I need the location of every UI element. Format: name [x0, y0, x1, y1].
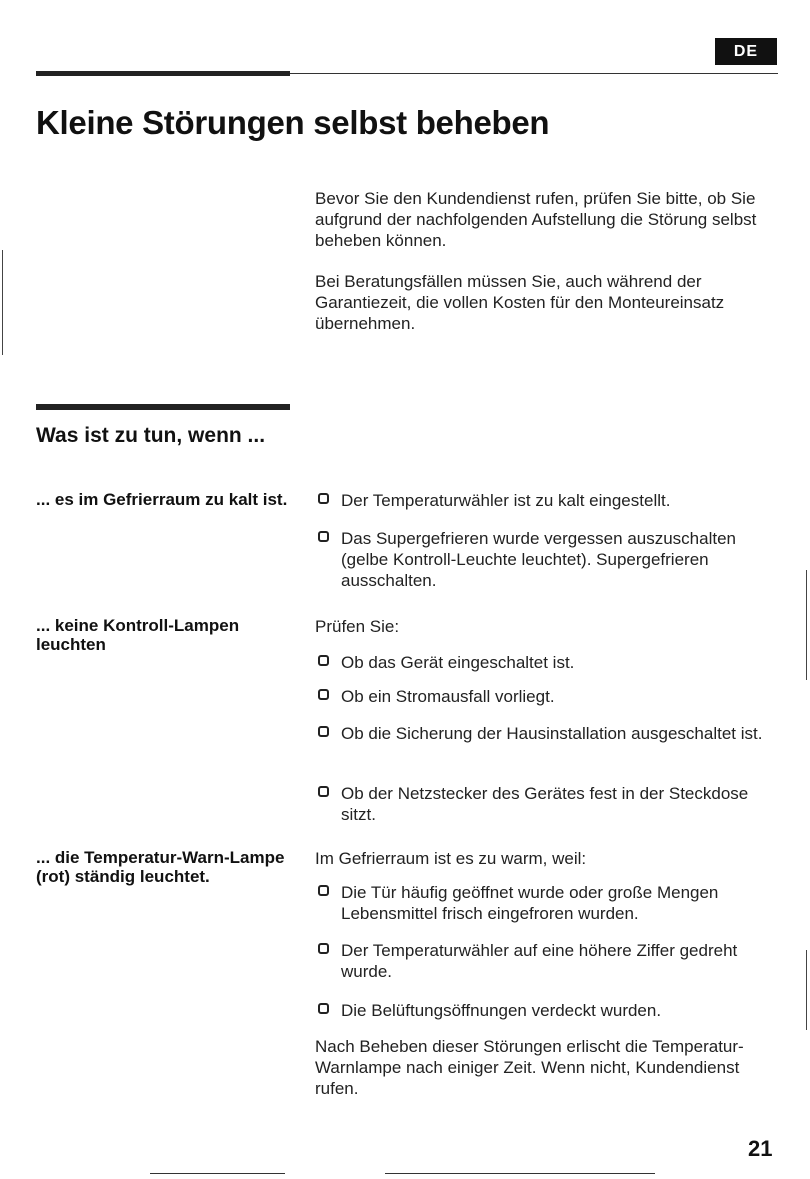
- condition-too-cold: ... es im Gefrierraum zu kalt ist.: [36, 490, 288, 509]
- checkbox-bullet-icon: [318, 689, 329, 700]
- list-item: Ob die Sicherung der Hausinstallation ausgeschaltet ist.: [318, 723, 778, 744]
- list-item: Der Temperaturwähler auf eine höhere Ziffer gedreht wurde.: [318, 940, 778, 982]
- list-item: Die Belüftungsöffnungen verdeckt wurden.: [318, 1000, 778, 1021]
- checkbox-bullet-icon: [318, 531, 329, 542]
- intro-paragraph-1: Bevor Sie den Kundendienst rufen, prüfen Sie bitte, ob Sie aufgrund der nachfolgenden Aufstellung die Störung selbst beheben können.: [315, 189, 757, 250]
- list-item: Ob das Gerät eingeschaltet ist.: [318, 652, 778, 673]
- section-heading: Was ist zu tun, wenn ...: [36, 424, 266, 447]
- condition-no-lamps: ... keine Kontroll-Lampen leuchten: [36, 616, 240, 654]
- title-bar-accent: [36, 71, 290, 76]
- bottom-rule-left: [150, 1173, 285, 1174]
- check-lead: Prüfen Sie:: [315, 617, 400, 636]
- language-badge: DE: [715, 38, 777, 65]
- page-number: 21: [748, 1136, 773, 1161]
- closing-note: Nach Beheben dieser Störungen erlischt die Temperatur-Warnlampe nach einiger Zeit. Wenn nicht, Kundendienst rufen.: [315, 1037, 744, 1098]
- list-item: Die Tür häufig geöffnet wurde oder große Mengen Lebensmittel frisch eingefroren wurden.: [318, 882, 778, 924]
- checkbox-bullet-icon: [318, 655, 329, 666]
- margin-line-left: [2, 250, 3, 355]
- too-warm-lead: Im Gefrierraum ist es zu warm, weil:: [315, 849, 587, 868]
- intro-paragraph-2: Bei Beratungsfällen müssen Sie, auch während der Garantiezeit, die vollen Kosten für den Monteureinsatz übernehmen.: [315, 272, 725, 333]
- list-item: Der Temperaturwähler ist zu kalt eingestellt.: [318, 490, 778, 511]
- condition-warn-lamp: ... die Temperatur-Warn-Lampe (rot) ständig leuchtet.: [36, 848, 285, 886]
- list-item: Ob der Netzstecker des Gerätes fest in der Steckdose sitzt.: [318, 783, 778, 825]
- checkbox-bullet-icon: [318, 726, 329, 737]
- margin-line-right: [806, 570, 807, 680]
- bottom-rule-right: [385, 1173, 655, 1174]
- checkbox-bullet-icon: [318, 786, 329, 797]
- page-title: Kleine Störungen selbst beheben: [36, 104, 550, 141]
- list-item: Ob ein Stromausfall vorliegt.: [318, 686, 778, 707]
- list-item: Das Supergefrieren wurde vergessen auszuschalten (gelbe Kontroll-Leuchte leuchtet). Supergefrieren ausschalten.: [318, 528, 778, 591]
- checkbox-bullet-icon: [318, 885, 329, 896]
- section-bar-accent: [36, 404, 290, 410]
- checkbox-bullet-icon: [318, 493, 329, 504]
- margin-line-right-lower: [806, 950, 807, 1030]
- checkbox-bullet-icon: [318, 943, 329, 954]
- checkbox-bullet-icon: [318, 1003, 329, 1014]
